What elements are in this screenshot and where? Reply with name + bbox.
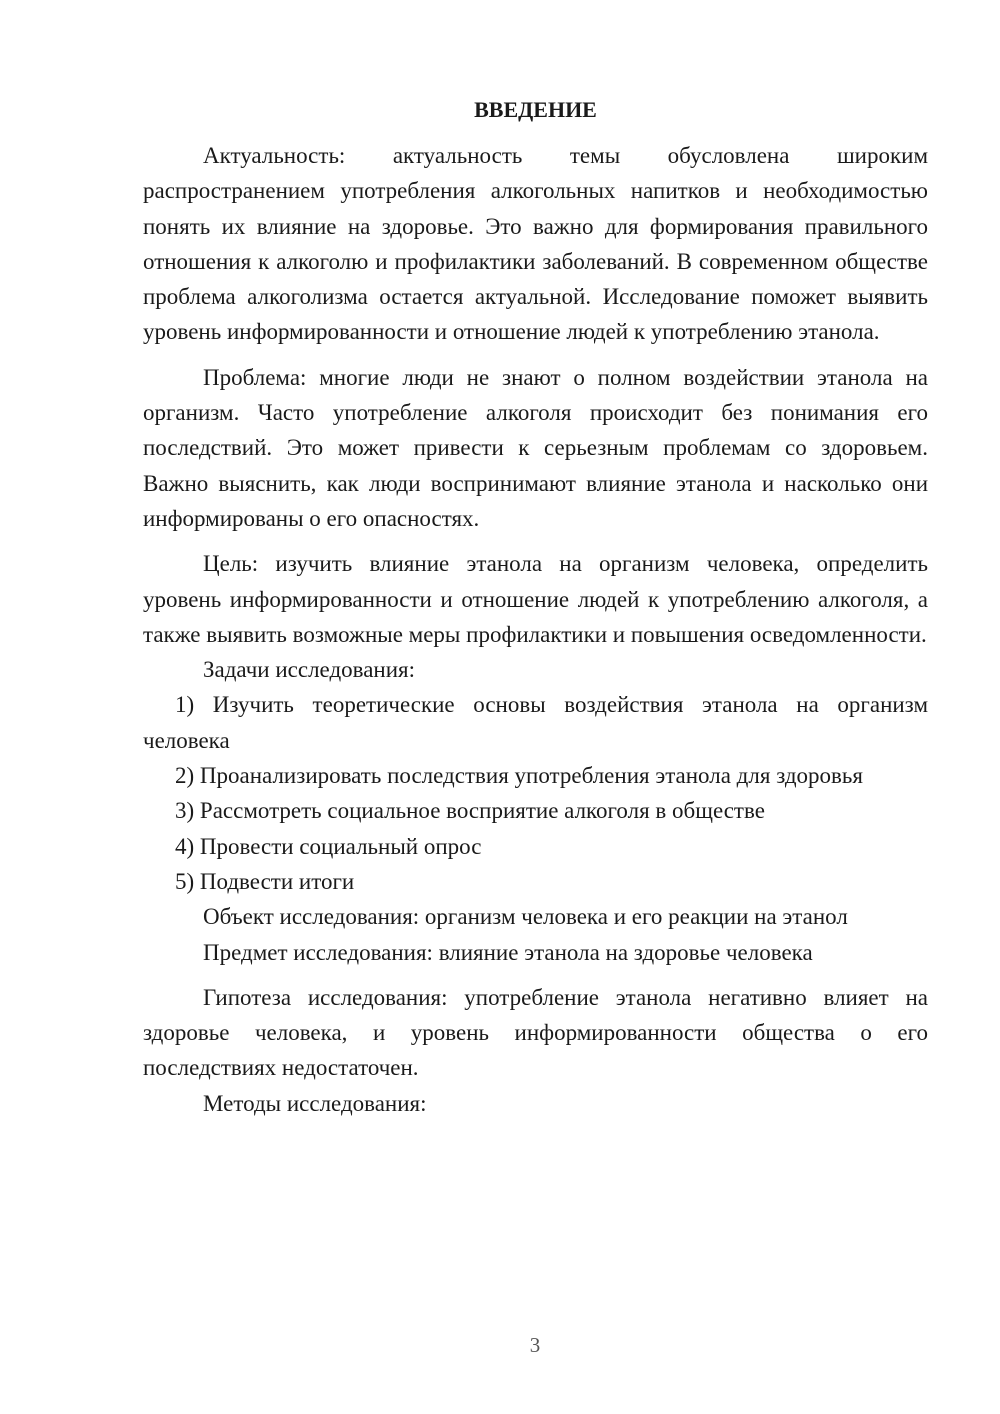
- tasks-heading: Задачи исследования:: [203, 657, 416, 683]
- paragraph-relevance: Актуальность: актуальность темы обусловлена широким распространением употребления алкогольных напитков и необходимостью понять их влияние на здоровье. Это важно для формирования правильного отношения к алкоголю и профилактики заболеваний. В современном обществе проблема алкоголизма остается актуальной. Исследование поможет выявить уровень информированности и отношение людей к употреблению этанола.: [143, 143, 928, 345]
- paragraph-subject: Предмет исследования: влияние этанола на здоровье человека: [203, 939, 813, 965]
- task-item-1: 1) Изучить теоретические основы воздействия этанола на организм человека: [143, 692, 928, 753]
- page-number: 3: [529, 1333, 541, 1357]
- section-title: ВВЕДЕНИЕ: [474, 97, 597, 122]
- paragraph-goal: Цель: изучить влияние этанола на организм человека, определить уровень информированности и отношение людей к употреблению алкоголя, а также выявить возможные меры профилактики и повышения осведомленности.: [143, 551, 928, 647]
- task-item-4: 4) Провести социальный опрос: [175, 833, 482, 859]
- paragraph-object: Объект исследования: организм человека и его реакции на этанол: [203, 904, 848, 930]
- document-page: [143, 90, 928, 1121]
- task-item-3: 3) Рассмотреть социальное восприятие алкоголя в обществе: [175, 798, 765, 824]
- paragraph-hypothesis: Гипотеза исследования: употребление этанола негативно влияет на здоровье человека, и уровень информированности общества о его последствиях недостаточен.: [143, 984, 928, 1081]
- paragraph-problem: Проблема: многие люди не знают о полном воздействии этанола на организм. Часто употребление алкоголя происходит без понимания его последствий. Это может привести к серьезным проблемам со здоровьем. Важно выяснить, как люди воспринимают влияние этанола и насколько они информированы о его опасностях.: [143, 364, 928, 531]
- methods-heading: Методы исследования:: [203, 1090, 427, 1116]
- task-item-5: 5) Подвести итоги: [175, 868, 355, 894]
- task-item-2: 2) Проанализировать последствия употребления этанола для здоровья: [175, 763, 863, 789]
